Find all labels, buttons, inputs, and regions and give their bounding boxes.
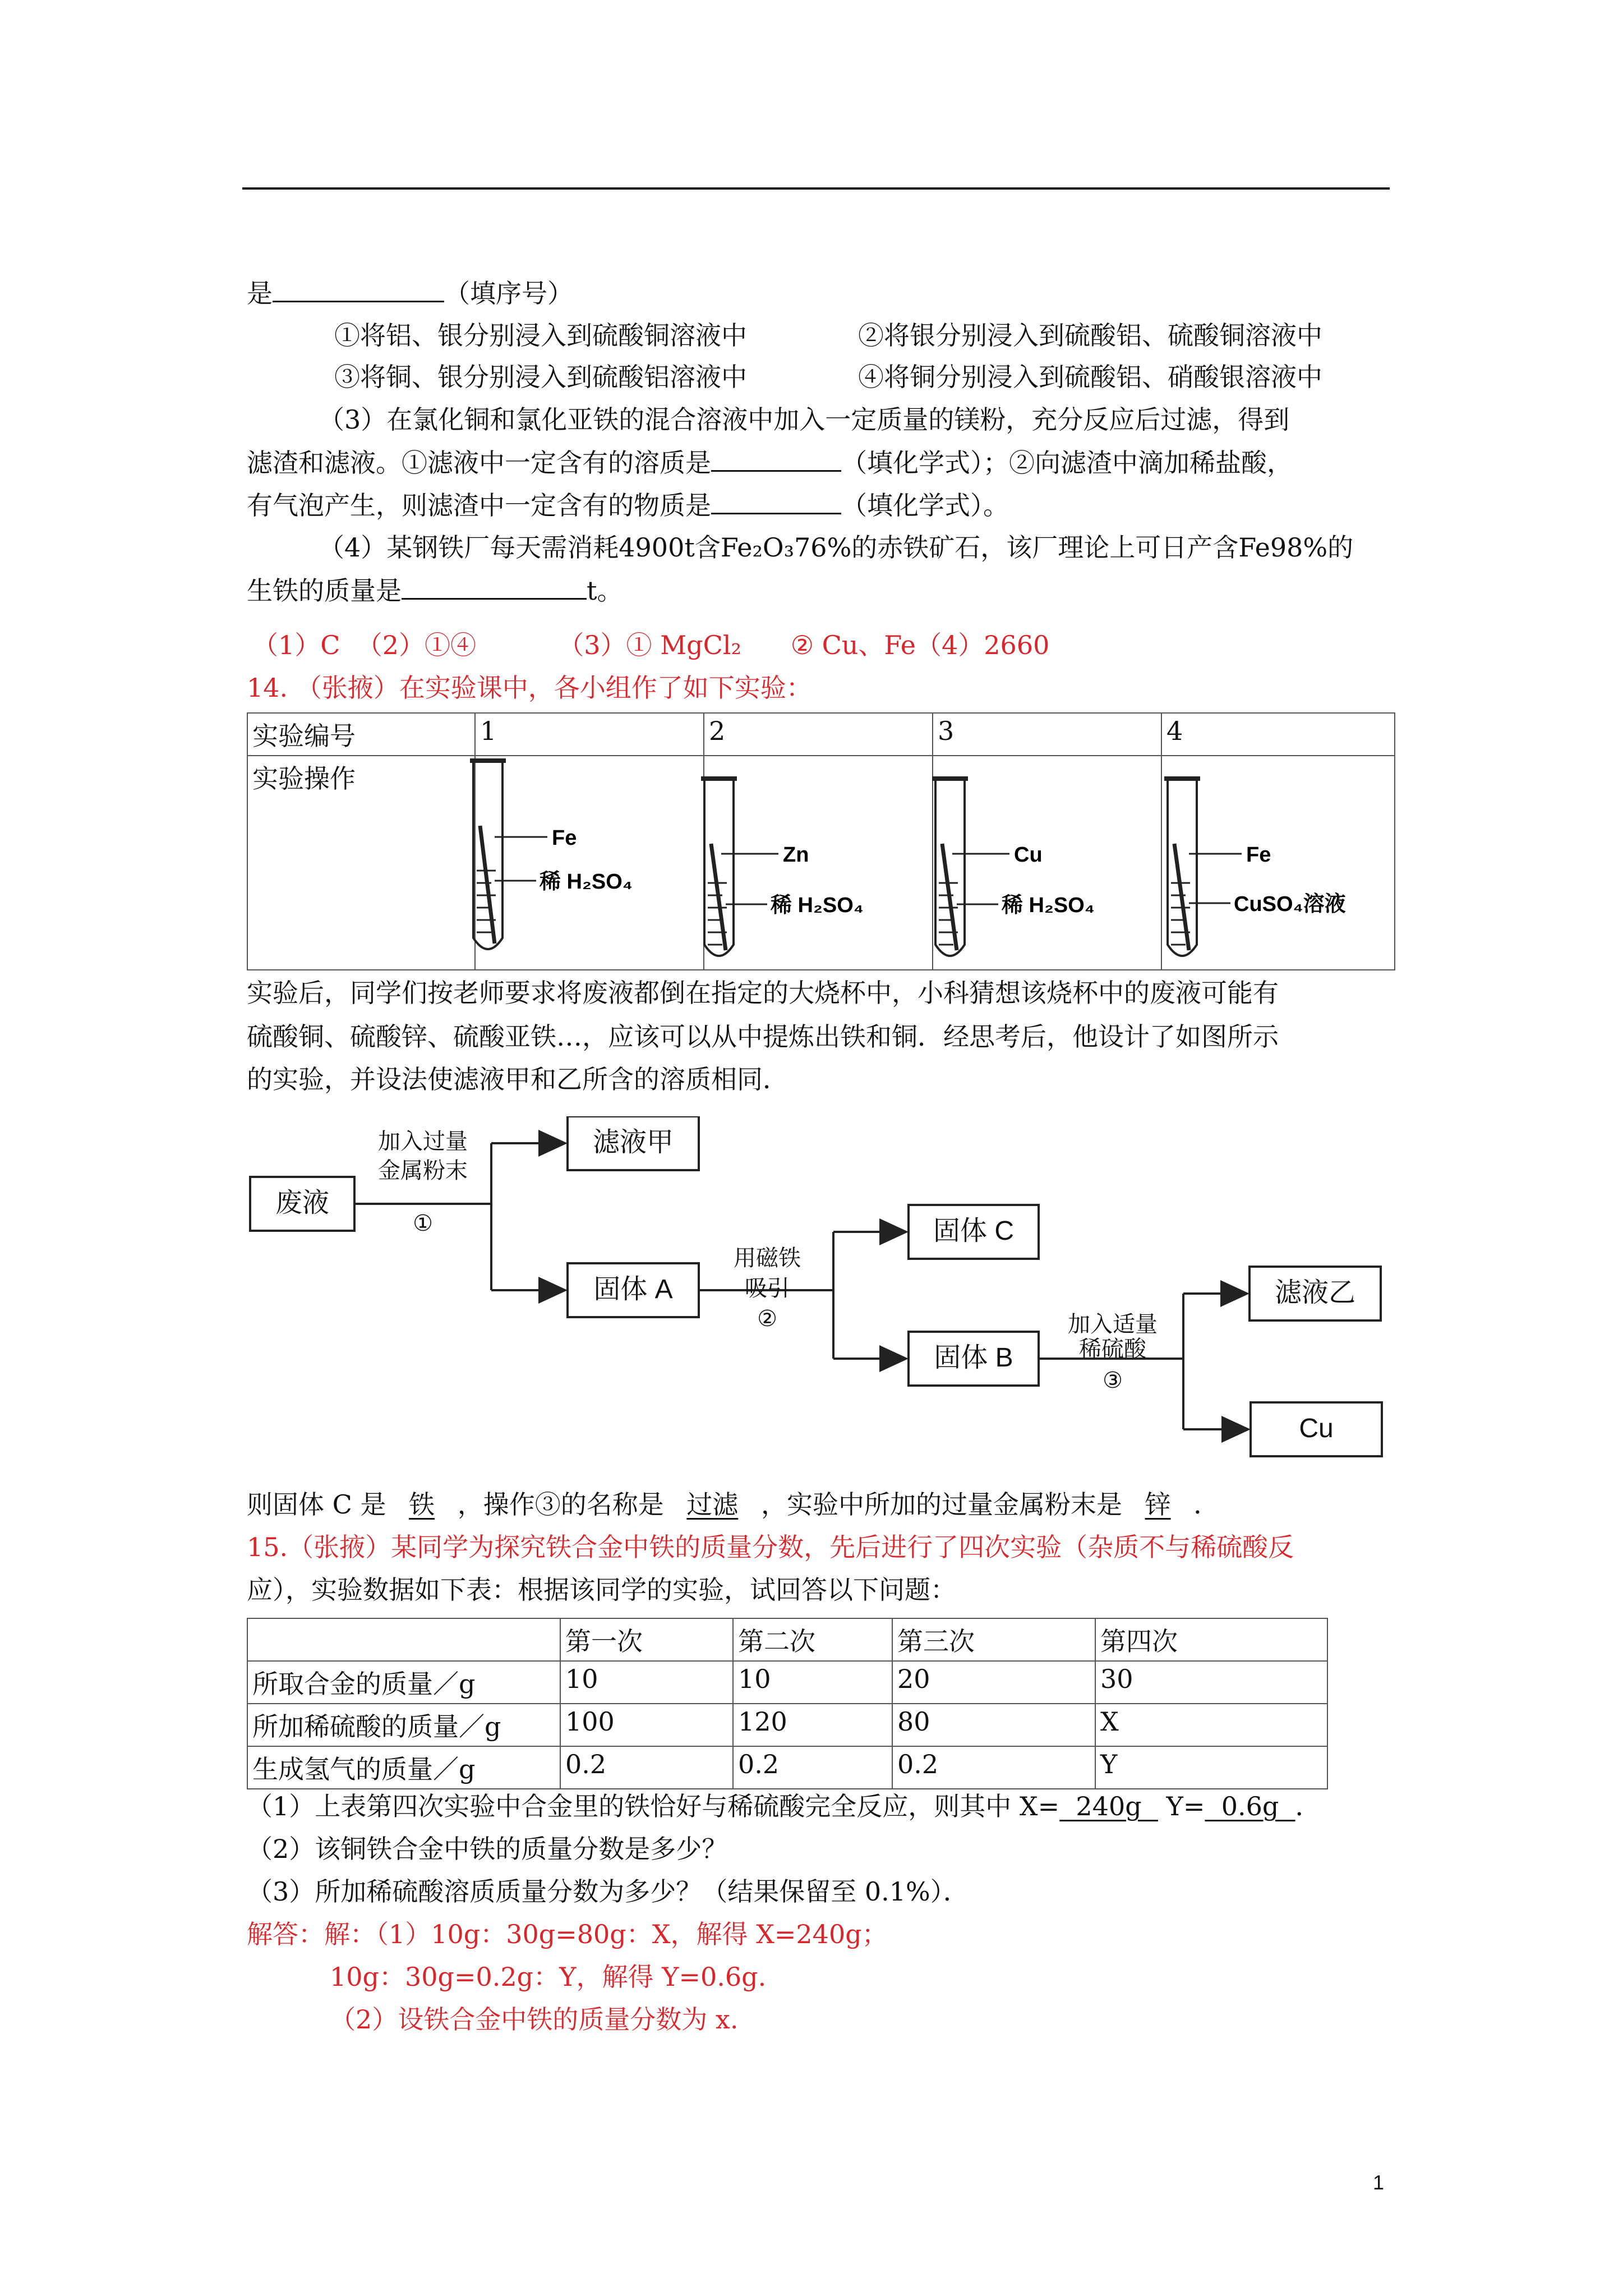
q13-option-2: ②将银分别浸入到硫酸铝、硫酸铜溶液中 — [858, 320, 1322, 351]
table-header-cell — [247, 1618, 560, 1661]
svg-text:Cu: Cu — [1299, 1414, 1334, 1443]
test-tube-3 — [925, 776, 1127, 978]
table-row-label: 实验操作 — [247, 756, 475, 970]
tube-metal-label: Cu — [1014, 843, 1043, 867]
q15-data-table — [247, 1618, 1328, 1789]
svg-text:用磁铁: 用磁铁 — [734, 1246, 801, 1271]
answer-solid-c: 铁 — [409, 1489, 435, 1520]
q13-option-3: ③将铜、银分别浸入到硫酸铝溶液中 — [334, 362, 747, 392]
q13-part3-line2: 滤渣和滤液。①滤液中一定含有的溶质是 （填化学式）；②向滤渣中滴加稀盐酸， — [247, 445, 1293, 480]
tube-liquid-label: 稀 H₂SO₄ — [1002, 894, 1095, 917]
tube-metal-label: Zn — [783, 843, 809, 867]
svg-text:吸引: 吸引 — [745, 1276, 790, 1301]
svg-text:固体 C: 固体 C — [933, 1216, 1015, 1246]
table-header-cell: 第二次 — [733, 1618, 892, 1661]
table-header-cell: 第一次 — [560, 1618, 733, 1661]
table-header-cell: 2 — [704, 713, 933, 756]
q15-solution-line2: 10g：30g=0.2g：Y，解得 Y=0.6g. — [330, 1962, 767, 1992]
separation-flow-diagram — [247, 1116, 1402, 1475]
answer-operation-3: 过滤 — [686, 1489, 739, 1520]
q13-option-4: ④将铜分别浸入到硫酸铝、硝酸银溶液中 — [858, 362, 1322, 392]
svg-text:稀硫酸: 稀硫酸 — [1079, 1337, 1146, 1361]
q13-line1: 是 （填序号） — [247, 276, 573, 310]
svg-text:金属粉末: 金属粉末 — [378, 1158, 468, 1183]
tube-liquid-label: 稀 H₂SO₄ — [771, 894, 864, 917]
table-row: 所取合金的质量／g 10 10 20 30 — [247, 1661, 1327, 1704]
tube-metal-label: Fe — [552, 826, 577, 850]
q14-title: 14. （张掖）在实验课中，各小组作了如下实验： — [247, 673, 812, 703]
q15-title-line2: 应），实验数据如下表：根据该同学的实验，试回答以下问题： — [247, 1575, 956, 1605]
q13-part4-line2: 生铁的质量是 t。 — [247, 573, 623, 608]
svg-text:废液: 废液 — [275, 1188, 330, 1218]
q15-solution-line1: 解答：解：（1）10g：30g=80g：X，解得 X=240g； — [247, 1919, 888, 1949]
q13-part3-line1: （3）在氯化铜和氯化亚铁的混合溶液中加入一定质量的镁粉，充分反应后过滤，得到 — [319, 404, 1290, 435]
test-tube-2 — [694, 776, 896, 978]
q14-paragraph-line2: 硫酸铜、硫酸锌、硫酸亚铁…，应该可以从中提炼出铁和铜．经思考后，他设计了如图所示 — [247, 1022, 1279, 1052]
answer-metal-powder: 锌 — [1145, 1489, 1171, 1520]
header-rule — [242, 187, 1390, 190]
q13-part4-line1: （4）某钢铁厂每天需消耗4900t含Fe₂O₃76%的赤铁矿石，该厂理论上可日产含Fe98%的 — [319, 532, 1354, 563]
q15-sub1: （1）上表第四次实验中合金里的铁恰好与稀硫酸完全反应，则其中 X= 240g Y= 0.6g ． — [247, 1791, 1321, 1821]
q14-paragraph-line3: 的实验，并设法使滤液甲和乙所含的溶质相同． — [247, 1064, 789, 1094]
svg-text:滤液甲: 滤液甲 — [592, 1128, 674, 1157]
svg-text:①: ① — [413, 1211, 433, 1236]
q15-sub2: （2）该铜铁合金中铁的质量分数是多少？ — [247, 1834, 728, 1864]
q15-sub3: （3）所加稀硫酸溶质质量分数为多少？（结果保留至 0.1%）． — [247, 1876, 969, 1907]
tube-liquid-label: CuSO₄溶液 — [1234, 892, 1346, 916]
answer-x: 240g — [1059, 1791, 1158, 1821]
table-header-cell: 1 — [475, 713, 704, 756]
q13-answer: （1）C （2）①④ （3）① MgCl₂ ② Cu、Fe（4）2660 — [252, 630, 1050, 660]
svg-text:固体 A: 固体 A — [593, 1274, 673, 1304]
page-number: 1 — [1373, 2171, 1385, 2194]
q14-paragraph-line1: 实验后，同学们按老师要求将废液都倒在指定的大烧杯中，小科猜想该烧杯中的废液可能有 — [247, 978, 1279, 1008]
svg-text:②: ② — [757, 1306, 777, 1331]
table-header-cell: 第四次 — [1095, 1618, 1327, 1661]
q13-option-1: ①将铝、银分别浸入到硫酸铜溶液中 — [334, 320, 747, 351]
svg-text:滤液乙: 滤液乙 — [1274, 1278, 1356, 1308]
test-tube-4 — [1158, 776, 1382, 978]
q15-title-line1: 15.（张掖）某同学为探究铁合金中铁的质量分数，先后进行了四次实验（杂质不与稀硫酸反 — [247, 1532, 1294, 1562]
q14-answer-line: 则固体 C 是 铁 ，操作③的名称是 过滤 ，实验中所加的过量金属粉末是 锌 ． — [247, 1489, 1220, 1520]
table-row: 所加稀硫酸的质量／g 100 120 80 X — [247, 1704, 1327, 1746]
tube-metal-label: Fe — [1246, 843, 1271, 867]
svg-text:加入适量: 加入适量 — [1068, 1312, 1158, 1337]
test-tube-1 — [463, 758, 654, 972]
answer-y: 0.6g — [1205, 1791, 1295, 1821]
table-header-cell: 4 — [1161, 713, 1395, 756]
q15-solution-line3: （2）设铁合金中铁的质量分数为 x. — [330, 2004, 739, 2035]
table-header-cell: 第三次 — [892, 1618, 1095, 1661]
svg-text:固体 B: 固体 B — [934, 1343, 1013, 1373]
table-header-cell: 3 — [933, 713, 1161, 756]
svg-text:加入过量: 加入过量 — [378, 1129, 468, 1154]
svg-text:③: ③ — [1103, 1368, 1123, 1393]
q13-part3-line3: 有气泡产生，则滤渣中一定含有的物质是 （填化学式）。 — [247, 488, 1009, 522]
table-header-cell: 实验编号 — [247, 713, 475, 756]
tube-liquid-label: 稀 H₂SO₄ — [540, 870, 633, 894]
table-row: 生成氢气的质量／g 0.2 0.2 0.2 Y — [247, 1746, 1327, 1789]
